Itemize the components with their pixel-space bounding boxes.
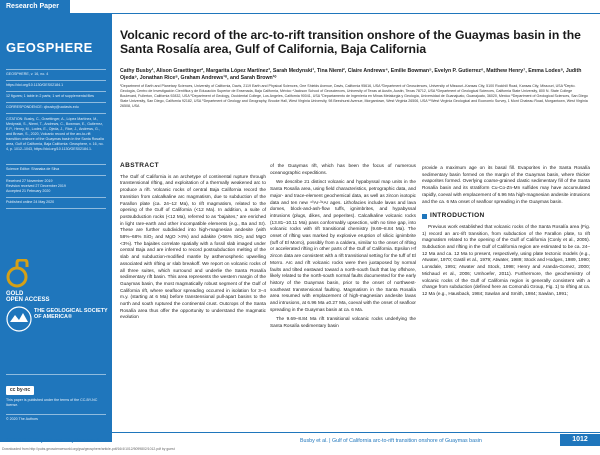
abstract-paragraph: The 9.69–8.84 Ma rift transitional volcanic rocks underlying the Santa Rosalía sedimentary basin bbox=[270, 316, 416, 329]
journal-name: GEOSPHERE bbox=[6, 40, 93, 55]
author-list: Cathy Busby¹, Alison Graettinger², Margarita López Martínez³, Sarah Medynski¹, Tina Niemi², Claire Andrews⁴, Emilie Bowman⁵, Evelyn P. Gutierrez⁶, Matthew Henry⁷, Emma Lodes⁸, Judith Ojeda⁹, Jonathan Rice⁸, Graham Andrews¹⁰, and Sarah Brown¹⁰ bbox=[120, 68, 582, 81]
top-bar bbox=[0, 0, 600, 14]
gold-open-access-icon bbox=[6, 259, 36, 289]
divider bbox=[6, 164, 106, 165]
footer bbox=[0, 436, 600, 446]
section-square-icon bbox=[422, 214, 427, 219]
license-text: This paper is published under the terms of the CC-BY-NC license. bbox=[6, 398, 98, 407]
abstract-paragraph: The Gulf of California is an archetype of continental rupture through transtensional rifting, and exploitation of a thermally weakened arc to produce a rift. Volcanic rocks of central Baja California record the transition from calcalkaline arc magmatism, due to subduction of the Farallon plate (ca. 24–12 Ma), to rift magmatism, related to the opening of the Gulf of California (<12 Ma). In addition, a suite of postsubduction rocks (<12 Ma), referred to as “bajaites,” are enriched in light rare-earth and other incompatible elements (e.g., Ba and Sr). These are further subdivided into high-magnesian andesite (with 58%–68% SiO₂ and MgO >4%) and adakite (>56% SiO₂ and MgO <3%). The bajaites correlate spatially with a fossil slab imaged under central Baja and are inferred to record postsubduction melting of the slab and subduction-modified mantle by asthenospheric upwelling associated with rifting or slab breakoff. We report on volcanic rocks of all three suites, which surround and underlie the Santa Rosalía sedimentary rift basin. This area represents the western margin of the Guaymas basin, the most magmatically robust segment of the Gulf of California rift, where seafloor spreading occurred in isolation for 3–4 m.y. (starting at 6 Ma) before transtensional pull-apart basins to the north and south ruptured the continental crust. Outcrops of the Santa Rosalía area thus offer the opportunity to understand the magmatic evolution bbox=[120, 173, 266, 320]
citation: CITATION: Busby, C., Graettinger, A., López Martínez, M., Medynski, S., Niemi, T., Andrews, C., Bowman, E., Gutierrez, E.P., Henry, M., Lodes, E., Ojeda, J., Rice, J., Andrews, G., and Brown, S., 2020, Volcanic record of the arc-to-rift transition onshore of the Guaymas basin in the Santa Rosalía area, Gulf of California, Baja California: Geosphere, v. 16, no. 4, p. 1012–1043, https://doi.org/10.1130/GES02184.1. bbox=[6, 117, 104, 151]
figures-line: 12 figures; 1 table in 2 parts; 1 set of supplemental files bbox=[6, 94, 94, 98]
divider bbox=[6, 80, 106, 81]
divider bbox=[6, 208, 106, 209]
published-online: Published online 24 May 2020 bbox=[6, 200, 55, 204]
date-revision: Revision received 27 December 2019 bbox=[6, 184, 66, 188]
abstract-column-3 bbox=[422, 165, 590, 301]
footer-running-title: Busby et al. | Gulf of California arc-to-rift transition onshore of Guaymas basin bbox=[300, 438, 482, 444]
cc-license-badge[interactable]: cc by-nc bbox=[6, 386, 34, 395]
divider bbox=[6, 175, 106, 176]
divider bbox=[6, 102, 106, 103]
download-note: Downloaded from http://pubs.geoscienceworld.org/gsa/geosphere/article-pdf/16/4/1012/5099802/1012.pdf by guest bbox=[2, 447, 175, 451]
divider bbox=[6, 69, 106, 70]
copyright: © 2020 The Authors bbox=[6, 417, 38, 421]
date-received: Received 27 November 2019 bbox=[6, 179, 53, 183]
science-editor: Science Editor: Shanaka de Silva bbox=[6, 167, 60, 171]
introduction-heading: INTRODUCTION bbox=[422, 213, 590, 220]
sidebar bbox=[0, 14, 112, 442]
introduction-paragraph: Previous work established that volcanic rocks of the Santa Rosalía area (Fig. 1) record an arc-rift transition, from subduction of the Farallon plate, to rift magmatism related to the opening of the Gulf of California (Conly et al., 2005). Subduction and rifting in the Gulf of California region are estimated to be ca. 24–12 Ma and ca. 12 Ma to present, respectively, using plate tectonic models (e.g., Atwater, 1970; Gastil et al., 1979; Atwater, 1989; Stock and Hodges, 1989, 1990; Lonsdale, 1991; Atwater and Stock, 1998; Henry and Aranda-Gomez, 2000; Michaud et al., 2006; Umhoefer, 2011). Furthermore, the geochemistry of volcanic rocks of the Gulf of California region is generally consistent with a change from subduction (defined here as Comondú Group, Fig. 1) to rifting at ca. 12 Ma (e.g., Hausback, 1984; Sawlan and Smith, 1984; Sawlan, 1991; bbox=[422, 223, 590, 296]
affiliations: ¹Department of Earth and Planetary Sciences, University of California, Davis, 2119 Earth and Physical Sciences, One Shields Avenue, Davis, California 95616, USA ²Department of Geosciences, University of Missouri–Kansas City, 5100 Rockhill Road, Kansas City, Missouri, USA ³Depto. Geología, Centro de Investigación Científica y de Educación Superior de Ensenada, Baja California, México ⁴Jackson School of Geosciences, University of Texas at Austin, Austin, Texas 78712, USA ⁵Department of Geological Sciences, California State University, 800 N. State College Boulevard, Fullerton, California 92832, USA ⁶Department of Geology, Occidental College, Los Angeles, California 90041, USA ⁷Departamento de Ingeniería en Minas Metalurgia y Geología, Universidad de Guanajuato, Guanajuato, 36020, Mexico ⁸Department of Geological Sciences, San Diego State University, San Diego, California 92182, USA ⁹Department of Geology and Geography, Brooke Hall, West Virginia University, 98 Beechurst Avenue, Morgantown, West Virginia 26506, USA ¹⁰West Virginia Geological and Economic Survey, 1 Mont Chateau Road, Morgantown, West Virginia 26508, USA bbox=[120, 84, 588, 108]
footer-rule bbox=[0, 432, 600, 433]
gold-open-access-label: GOLD OPEN ACCESS bbox=[6, 291, 50, 303]
divider bbox=[6, 374, 106, 375]
divider bbox=[6, 197, 106, 198]
gsa-logo-icon bbox=[6, 306, 32, 332]
abstract-heading: ABSTRACT bbox=[120, 162, 159, 169]
research-paper-tab: Research Paper bbox=[0, 0, 70, 13]
date-accepted: Accepted 21 February 2020 bbox=[6, 189, 51, 193]
volume-line: GEOSPHERE, v. 16, no. 4 bbox=[6, 72, 49, 76]
page-number: 1012 bbox=[560, 434, 600, 446]
divider bbox=[6, 414, 106, 415]
abstract-column-2 bbox=[270, 163, 416, 333]
footer-journal: GEOSPHERE | Volume 16 | Number 4 bbox=[6, 438, 99, 444]
abstract-column-1 bbox=[120, 163, 266, 324]
divider bbox=[6, 91, 106, 92]
divider bbox=[6, 113, 106, 114]
abstract-paragraph: of the Guaymas rift, which has been the focus of numerous oceanographic expeditions. bbox=[270, 163, 416, 175]
abstract-paragraph: We describe 21 distinct volcanic and hypabyssal map units in the Santa Rosalía area, using field characteristics, petrographic data, and major- and trace-element geochemical data, as well as zircon isotopic data and ten new ⁴⁰Ar-³⁹Ar ages. Lithofacies include lavas and lava domes, block-and-ash-flow tuffs, ignimbrites, and hypabyssal intrusions (plugs, dikes, and peperites). Calcalkaline volcanic rocks (13.81–10.11 Ma) pass conformably upsection, with no time gap, into volcanic rocks with rift transitional chemistry (9.69–8.84 Ma). The onset of rifting was marked by explosive eruption of silicic ignimbrite (tuff of El Morro), possibly from a caldera, similar to the onset of rifting or accelerated rifting in other parts of the Gulf of California. Epsilon Hf zircon data are consistent with a rift transitional setting for the tuff of El Morro. Arc and rift volcanic rocks were then juxtaposed by normal faults and tilted eastward toward a north-south fault that lay offshore, likely related to the north-south normal faults documented for the early history of the Guaymas basin, prior to the onset of northwest-southeast transtensional faulting. Magmatism in the Santa Rosalía area resumed with emplacement of high-magnesian andesite lavas and intrusions, at 6.96 Ma ±0.27 Ma, coeval with the onset of seafloor spreading in the Guaymas basin at ca. 6 Ma. bbox=[270, 179, 416, 312]
article-title: Volcanic record of the arc-to-rift transition onshore of the Guaymas basin in the Santa Rosalía area, Gulf of California, Baja California bbox=[120, 28, 581, 56]
abstract-paragraph: provide a maximum age on its basal fill. Evaporites in the Santa Rosalía sedimentary basin formed on the margin of the Guaymas basin, where thicker evaporites formed. Overlying coarse-grained clastic sedimentary fill of the Santa Rosalía basin and its stratiform Cu-Co-Zn-Mn sulfides may have accumulated rapidly, coeval with emplacement of 6.96 Ma high-magnesian andesite intrusions and the ca. 6 Ma onset of seafloor spreading in the Guaymas basin. bbox=[422, 165, 590, 204]
doi-link[interactable]: https://doi.org/10.1130/GES02184.1 bbox=[6, 83, 64, 87]
correspondence: CORRESPONDENCE: cjbusby@ucdavis.edu bbox=[6, 105, 79, 109]
gsa-name: THE GEOLOGICAL SOCIETY OF AMERICA® bbox=[34, 308, 108, 320]
